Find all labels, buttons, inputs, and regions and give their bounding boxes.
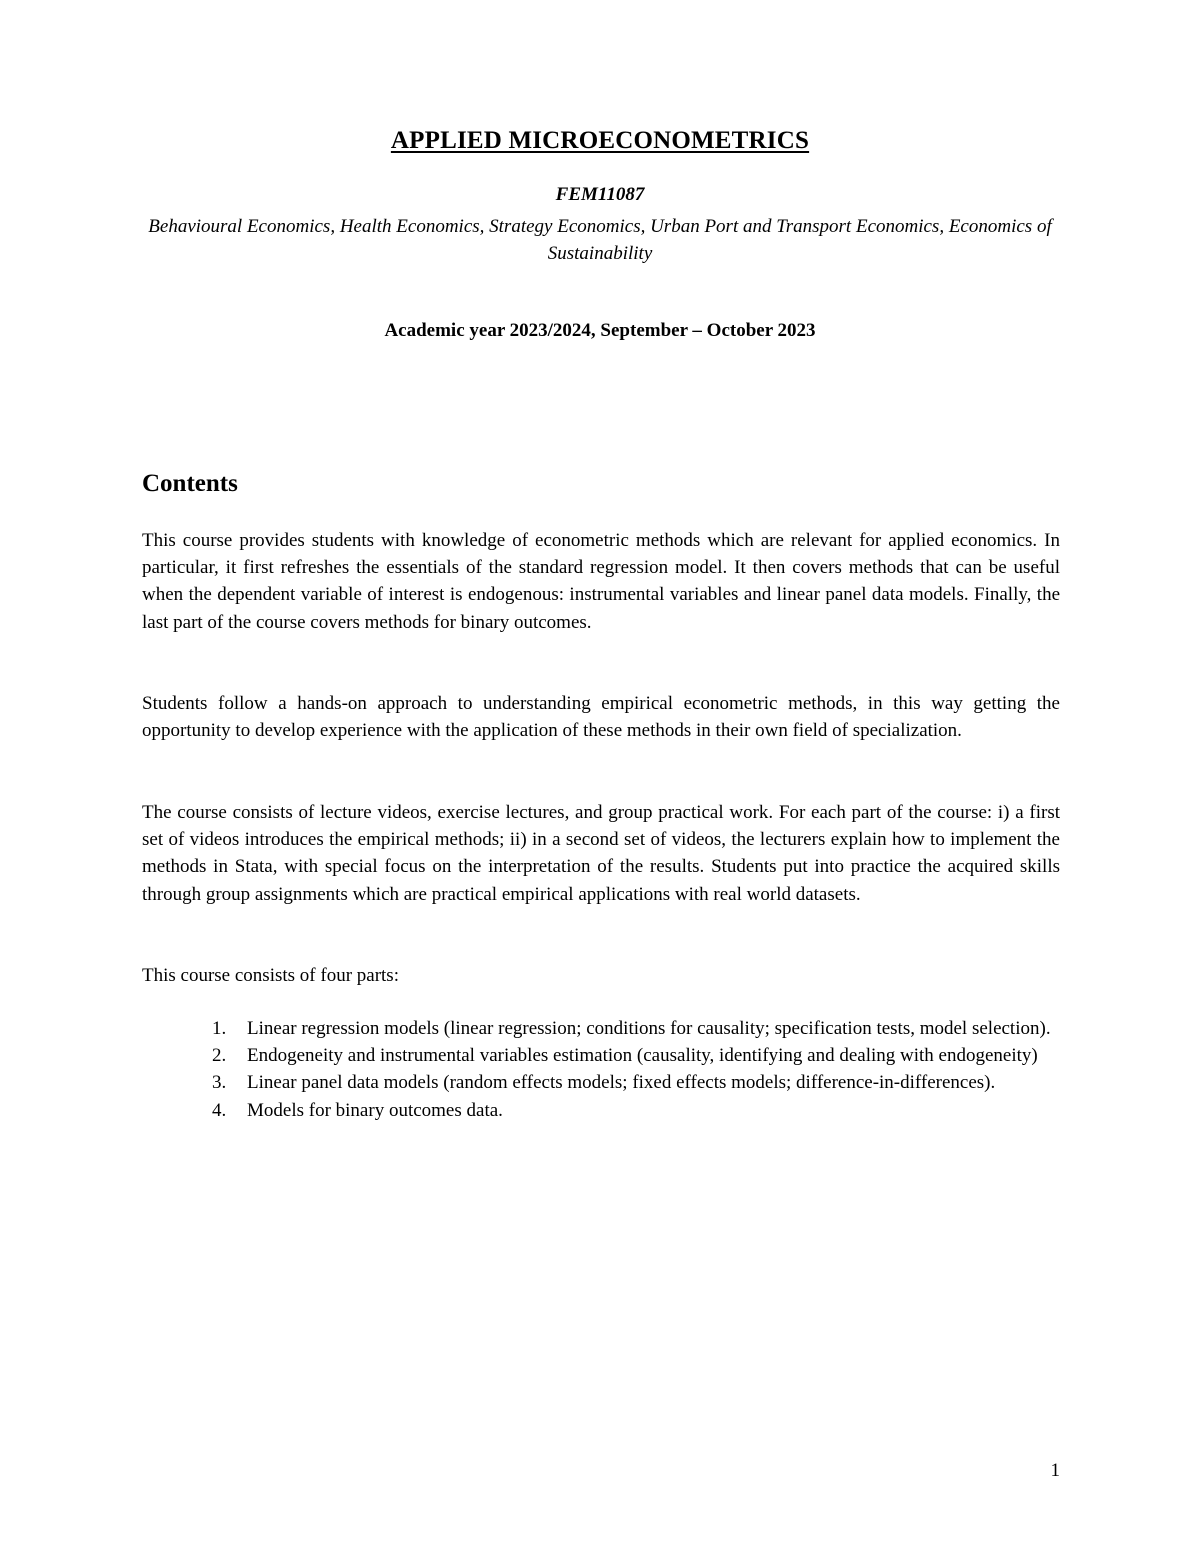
list-item-number: 1.	[212, 1018, 227, 1039]
paragraph: This course consists of four parts:	[142, 965, 399, 986]
academic-year: Academic year 2023/2024, September – October 2023	[384, 320, 816, 341]
list-item	[142, 1069, 1060, 1096]
list-item-number: 3.	[212, 1072, 227, 1094]
course-code: FEM11087	[555, 184, 645, 205]
programs-list: Behavioural Economics, Health Economics, Strategy Economics, Urban Port and Transport Economics, Economics of Sustainability	[148, 216, 1052, 264]
list-item-number: 4.	[212, 1099, 227, 1121]
paragraph: Students follow a hands-on approach to understanding empirical econometric methods, in this way getting the opportunity to develop experience with the application of these methods in their own field of specialization.	[142, 693, 1060, 742]
list-item-text: Linear panel data models (random effects models; fixed effects models; difference-in-differences).	[247, 1072, 996, 1094]
section-heading-contents: Contents	[142, 470, 238, 497]
list-item-text: Linear regression models (linear regression; conditions for causality; specification tests, model selection).	[247, 1018, 1051, 1039]
page-number: 1	[1050, 1460, 1060, 1481]
paragraph: This course provides students with knowledge of econometric methods which are relevant for applied economics. In particular, it first refreshes the essentials of the standard regression model. It then covers methods that can be useful when the dependent variable of interest is endogenous: instrumental variables and linear panel data models. Finally, the last part of the course covers methods for binary outcomes.	[142, 530, 1060, 633]
course-parts-list	[142, 1015, 1060, 1124]
list-item-text: Endogeneity and instrumental variables estimation (causality, identifying and dealing with endogeneity)	[247, 1045, 1038, 1067]
list-item	[142, 1097, 1060, 1124]
list-item-text: Models for binary outcomes data.	[247, 1099, 503, 1121]
paragraph: The course consists of lecture videos, exercise lectures, and group practical work. For each part of the course: i) a first set of videos introduces the empirical methods; ii) in a second set of videos, the lecturers explain how to implement the methods in Stata, with special focus on the interpretation of the results. Students put into practice the acquired skills through group assignments which are practical empirical applications with real world datasets.	[142, 802, 1060, 905]
list-item	[142, 1042, 1060, 1069]
list-item	[142, 1015, 1060, 1042]
list-item-number: 2.	[212, 1045, 227, 1067]
document-title: APPLIED MICROECONOMETRICS	[390, 127, 810, 154]
